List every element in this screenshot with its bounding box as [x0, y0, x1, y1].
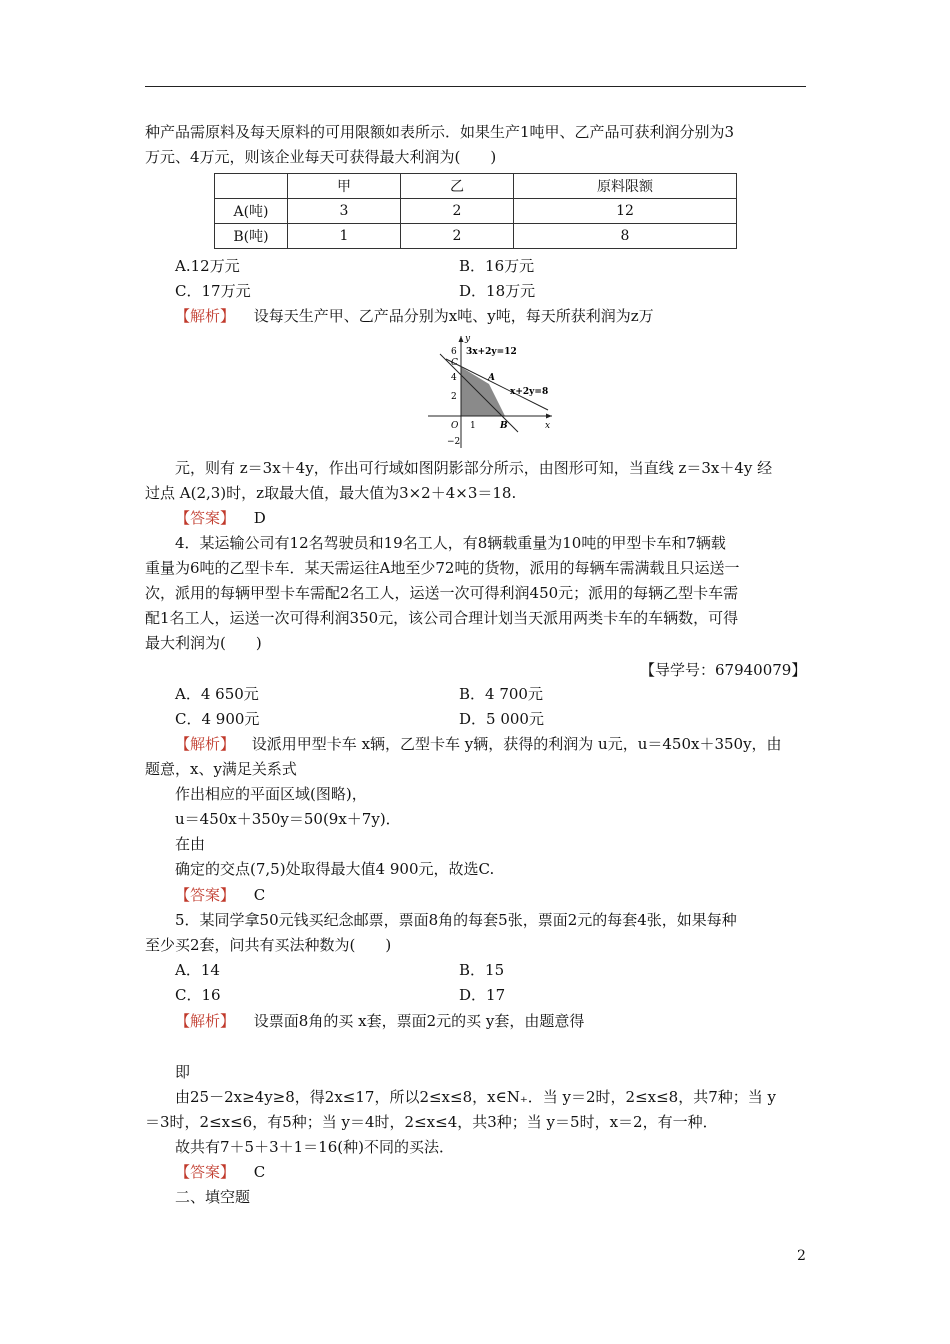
table-header-row — [215, 174, 737, 199]
fig-label: −2 — [447, 437, 461, 447]
feasible-region-figure — [424, 332, 559, 452]
q5-option-a: A．14 — [175, 961, 220, 979]
q3-answer: D — [253, 509, 266, 527]
q4-option-a: A．4 650元 — [175, 685, 259, 703]
fig-label: x — [545, 421, 551, 431]
q3-line-1: 种产品需原料及每天原料的可用限额如表所示．如果生产1吨甲、乙产品可获利润分别为3 — [145, 123, 735, 141]
q3-analysis-line — [175, 306, 654, 326]
q4-line-5: 最大利润为( ) — [145, 634, 262, 652]
q5-answer: C — [253, 1163, 266, 1181]
fig-label: x+2y=8 — [510, 387, 549, 397]
q5-answer-line — [175, 1162, 265, 1182]
q5-analysis-text-4: ＝3时，2≤x≤6，有5种；当 y＝4时，2≤x≤4，共3种；当 y＝5时，x＝2，有一种． — [145, 1113, 718, 1131]
q5-line-2: 至少买2套，问共有买法种数为( ) — [145, 936, 392, 954]
x-axis-arrow — [546, 414, 552, 419]
q5-option-c: C．16 — [175, 986, 221, 1004]
q3-analysis-text-1: 设每天生产甲、乙产品分别为x吨、y吨，每天所获利润为z万 — [253, 307, 654, 325]
table-cell: 原料限额 — [514, 174, 737, 199]
table-cell: 2 — [401, 224, 514, 249]
fig-label: y — [465, 334, 471, 344]
table-cell: 8 — [514, 224, 737, 249]
material-table — [214, 173, 737, 249]
fig-label: 3x+2y=12 — [466, 347, 517, 357]
q3-option-b: B．16万元 — [459, 257, 535, 275]
q5-analysis-text-1: 设票面8角的买 x套，票面2元的买 y套，由题意得 — [253, 1012, 585, 1030]
q4-analysis-text-5: 在由 — [175, 835, 206, 853]
fig-label: C — [451, 358, 458, 368]
analysis-tag: 【解析】 — [175, 735, 236, 753]
q4-analysis-text-1: 设派用甲型卡车 x辆，乙型卡车 y辆，获得的利润为 u元，u＝450x＋350y，由 — [251, 735, 782, 753]
answer-tag: 【答案】 — [175, 886, 236, 904]
q4-line-1: 4．某运输公司有12名驾驶员和19名工人，有8辆载重量为10吨的甲型卡车和7辆载 — [175, 534, 726, 552]
q4-answer: C — [253, 886, 266, 904]
q3-option-c: C．17万元 — [175, 282, 251, 300]
answer-tag: 【答案】 — [175, 1163, 236, 1181]
guide-number: 【导学号：67940079】 — [640, 661, 807, 679]
fig-label: B — [500, 421, 508, 431]
q3-answer-line — [175, 508, 266, 528]
q5-analysis-text-2: 即 — [175, 1063, 191, 1081]
q4-option-c: C．4 900元 — [175, 710, 260, 728]
section-heading: 二、填空题 — [175, 1188, 251, 1206]
table-cell: 3 — [288, 199, 401, 224]
q5-analysis-line — [175, 1011, 584, 1031]
shaded-region — [461, 367, 505, 416]
q5-analysis-text-5: 故共有7＋5＋3＋1＝16(种)不同的买法． — [175, 1138, 454, 1156]
table-cell: 甲 — [288, 174, 401, 199]
q5-analysis-text-3: 由25－2x≥4y≥8，得2x≤17，所以2≤x≤8，x∈N₊．当 y＝2时，2≤x≤8，共7种；当 y — [175, 1088, 776, 1106]
y-axis-arrow — [459, 336, 464, 342]
analysis-tag: 【解析】 — [175, 307, 236, 325]
analysis-tag: 【解析】 — [175, 1012, 236, 1030]
header-rule — [145, 86, 806, 87]
q5-line-1: 5．某同学拿50元钱买纪念邮票，票面8角的每套5张，票面2元的每套4张，如果每种 — [175, 911, 737, 929]
fig-label: O — [451, 421, 459, 431]
q4-answer-line — [175, 885, 265, 905]
q4-analysis-text-2: 题意，x、y满足关系式 — [145, 760, 297, 778]
table-row — [215, 224, 737, 249]
q3-analysis-text-3: 过点 A(2,3)时，z取最大值，最大值为3×2＋4×3＝18. — [145, 484, 517, 502]
fig-label: 6 — [451, 347, 457, 357]
q3-analysis-text-2: 元，则有 z＝3x＋4y，作出可行域如图阴影部分所示，由图形可知，当直线 z＝3x＋4y 经 — [175, 459, 773, 477]
fig-label: 1 — [470, 421, 476, 431]
q4-line-4: 配1名工人，运送一次可得利润350元，该公司合理计划当天派用两类卡车的车辆数，可得 — [145, 609, 739, 627]
answer-tag: 【答案】 — [175, 509, 236, 527]
table-cell: 2 — [401, 199, 514, 224]
table-cell: 12 — [514, 199, 737, 224]
table-cell: 乙 — [401, 174, 514, 199]
q4-analysis-line — [175, 734, 782, 754]
q4-analysis-text-4: u＝450x＋350y＝50(9x＋7y)． — [175, 810, 401, 828]
q5-option-d: D．17 — [459, 986, 506, 1004]
table-row — [215, 199, 737, 224]
q5-option-b: B．15 — [459, 961, 505, 979]
q3-option-d: D．18万元 — [459, 282, 536, 300]
q4-option-d: D．5 000元 — [459, 710, 544, 728]
fig-label: 4 — [451, 373, 457, 383]
table-cell: B(吨) — [215, 224, 288, 249]
q4-line-3: 次，派用的每辆甲型卡车需配2名工人，运送一次可得利润450元；派用的每辆乙型卡车需 — [145, 584, 739, 602]
table-cell: A(吨) — [215, 199, 288, 224]
q3-option-a: A.12万元 — [175, 257, 240, 275]
fig-label: 2 — [451, 392, 457, 402]
q4-analysis-text-3: 作出相应的平面区域(图略)， — [175, 785, 367, 803]
page-number: 2 — [797, 1248, 806, 1264]
table-cell — [215, 174, 288, 199]
table-cell: 1 — [288, 224, 401, 249]
q4-option-b: B．4 700元 — [459, 685, 543, 703]
q3-line-2: 万元、4万元，则该企业每天可获得最大利润为( ) — [145, 148, 497, 166]
q4-analysis-text-6: 确定的交点(7,5)处取得最大值4 900元，故选C. — [175, 860, 495, 878]
q4-line-2: 重量为6吨的乙型卡车．某天需运往A地至少72吨的货物，派用的每辆车需满载且只运送一 — [145, 559, 740, 577]
fig-label: A — [488, 373, 495, 383]
